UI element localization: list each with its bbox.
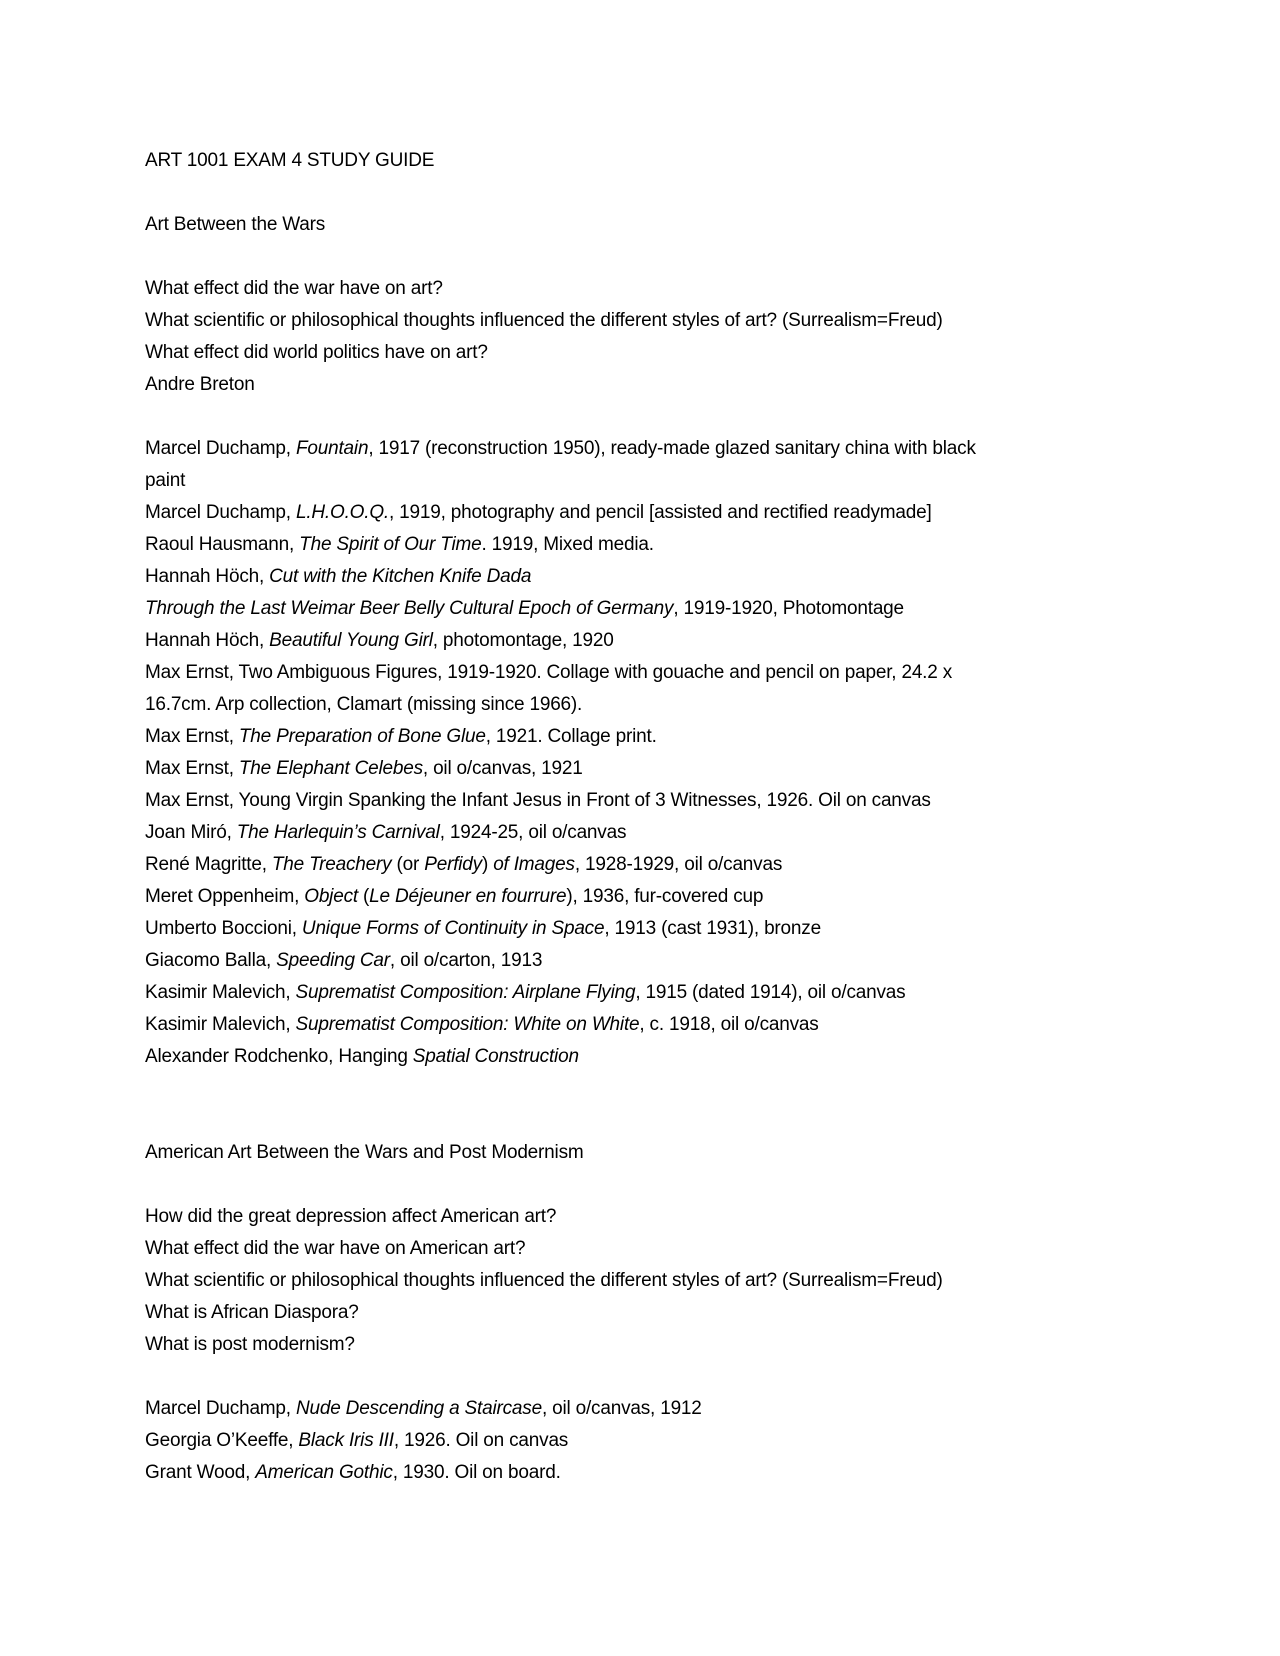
text-run: , 1928-1929, oil o/canvas xyxy=(574,854,783,875)
text-run: Art Between the Wars xyxy=(145,214,326,235)
text-run: ( xyxy=(357,886,370,907)
blank-line xyxy=(145,241,1140,273)
text-line xyxy=(145,561,1140,593)
text-line xyxy=(145,337,1140,369)
text-line xyxy=(145,433,1140,465)
text-run: Kasimir Malevich, xyxy=(145,1014,296,1035)
artwork-title-run: The Elephant Celebes xyxy=(238,758,423,779)
blank-line xyxy=(145,1361,1140,1393)
text-line xyxy=(145,465,1140,497)
text-run: , 1919-1920, Photomontage xyxy=(673,598,904,619)
text-run: What effect did the war have on American art? xyxy=(145,1238,526,1259)
text-run: , 1919, photography and pencil [assisted and rectified readymade] xyxy=(389,502,932,523)
text-line xyxy=(145,817,1140,849)
text-run: . 1919, Mixed media. xyxy=(481,534,654,555)
text-line xyxy=(145,785,1140,817)
text-run: What scientific or philosophical thoughts influenced the different styles of art? (Surrealism=Freud) xyxy=(145,1270,943,1291)
text-run: Max Ernst, xyxy=(145,758,239,779)
text-run: Max Ernst, Two Ambiguous Figures, 1919-1920. Collage with gouache and pencil on paper, 24.2 x xyxy=(145,662,953,683)
text-run: René Magritte, xyxy=(145,854,272,875)
artwork-title-run: L.H.O.O.Q. xyxy=(295,502,389,523)
text-line xyxy=(145,1265,1140,1297)
artwork-title-run: Black Iris III xyxy=(298,1430,394,1451)
blank-line xyxy=(145,1073,1140,1105)
text-run: Max Ernst, xyxy=(145,726,239,747)
text-run: , 1913 (cast 1931), bronze xyxy=(604,918,821,939)
document-text-body[interactable] xyxy=(145,145,1140,1489)
text-run: Raoul Hausmann, xyxy=(145,534,300,555)
text-run: , 1930. Oil on board. xyxy=(392,1462,561,1483)
blank-line xyxy=(145,1169,1140,1201)
text-run: Marcel Duchamp, xyxy=(145,438,296,459)
text-run: (or xyxy=(391,854,425,875)
artwork-title-run: Suprematist Composition: White on White xyxy=(295,1014,640,1035)
text-line xyxy=(145,1425,1140,1457)
text-run: How did the great depression affect American art? xyxy=(145,1206,557,1227)
artwork-title-run: The Spirit of Our Time xyxy=(299,534,482,555)
text-line xyxy=(145,497,1140,529)
artwork-title-run: Cut with the Kitchen Knife Dada xyxy=(269,566,532,587)
text-line xyxy=(145,1457,1140,1489)
text-run: , oil o/canvas, 1912 xyxy=(541,1398,702,1419)
text-line xyxy=(145,1201,1140,1233)
artwork-title-run: Spatial Construction xyxy=(412,1046,579,1067)
artwork-title-run: American Gothic xyxy=(255,1462,393,1483)
text-run: Alexander Rodchenko, Hanging xyxy=(145,1046,413,1067)
text-run: , oil o/carton, 1913 xyxy=(389,950,543,971)
text-line xyxy=(145,753,1140,785)
text-line xyxy=(145,1009,1140,1041)
artwork-title-run: Fountain xyxy=(295,438,369,459)
text-line xyxy=(145,657,1140,689)
text-run: , c. 1918, oil o/canvas xyxy=(639,1014,819,1035)
text-run: American Art Between the Wars and Post Modernism xyxy=(145,1142,584,1163)
text-run: paint xyxy=(145,470,186,491)
text-run: Umberto Boccioni, xyxy=(145,918,302,939)
text-run: ART 1001 EXAM 4 STUDY GUIDE xyxy=(145,150,435,171)
text-run: Grant Wood, xyxy=(145,1462,256,1483)
text-run: Georgia O’Keeffe, xyxy=(145,1430,299,1451)
text-line xyxy=(145,305,1140,337)
text-line xyxy=(145,625,1140,657)
section-heading-american-art xyxy=(145,1137,1140,1169)
artwork-title-run: Beautiful Young Girl xyxy=(269,630,433,651)
blank-line xyxy=(145,401,1140,433)
text-run: ) xyxy=(481,854,494,875)
text-run: , 1917 (reconstruction 1950), ready-made glazed sanitary china with black xyxy=(368,438,976,459)
text-run: Giacomo Balla, xyxy=(145,950,277,971)
text-run: Hannah Höch, xyxy=(145,566,270,587)
artwork-title-run: of Images xyxy=(493,854,575,875)
text-line xyxy=(145,1393,1140,1425)
text-line xyxy=(145,1233,1140,1265)
text-line xyxy=(145,913,1140,945)
doc-title xyxy=(145,145,1140,177)
text-run: Marcel Duchamp, xyxy=(145,502,296,523)
text-run: ), 1936, fur-covered cup xyxy=(566,886,764,907)
text-line xyxy=(145,1329,1140,1361)
text-line xyxy=(145,1041,1140,1073)
text-run: What scientific or philosophical thoughts influenced the different styles of art? (Surrealism=Freud) xyxy=(145,310,943,331)
artwork-title-run: Unique Forms of Continuity in Space xyxy=(301,918,605,939)
text-run: Max Ernst, Young Virgin Spanking the Infant Jesus in Front of 3 Witnesses, 1926. Oil on canvas xyxy=(145,790,931,811)
text-line xyxy=(145,881,1140,913)
text-run: , photomontage, 1920 xyxy=(432,630,614,651)
text-run: Meret Oppenheim, xyxy=(145,886,305,907)
artwork-title-run: The Treachery xyxy=(271,854,392,875)
text-run: Kasimir Malevich, xyxy=(145,982,296,1003)
text-run: , 1915 (dated 1914), oil o/canvas xyxy=(635,982,906,1003)
text-line xyxy=(145,593,1140,625)
text-run: What effect did world politics have on art? xyxy=(145,342,488,363)
text-line xyxy=(145,1297,1140,1329)
text-run: What is African Diaspora? xyxy=(145,1302,359,1323)
text-line xyxy=(145,529,1140,561)
text-line xyxy=(145,977,1140,1009)
section-heading-art-between-the-wars xyxy=(145,209,1140,241)
blank-line xyxy=(145,1105,1140,1137)
text-line xyxy=(145,849,1140,881)
text-line xyxy=(145,273,1140,305)
text-line xyxy=(145,689,1140,721)
text-line xyxy=(145,721,1140,753)
text-run: Marcel Duchamp, xyxy=(145,1398,296,1419)
text-run: Joan Miró, xyxy=(145,822,237,843)
artwork-title-run: Object xyxy=(304,886,358,907)
text-run: , oil o/canvas, 1921 xyxy=(422,758,583,779)
artwork-title-run: The Preparation of Bone Glue xyxy=(238,726,486,747)
artwork-title-run: The Harlequin’s Carnival xyxy=(236,822,440,843)
artwork-title-run: Perfidy xyxy=(424,854,482,875)
artwork-title-run: Speeding Car xyxy=(276,950,390,971)
artwork-title-run: Suprematist Composition: Airplane Flying xyxy=(295,982,636,1003)
text-run: , 1921. Collage print. xyxy=(485,726,657,747)
text-run: Andre Breton xyxy=(145,374,255,395)
artwork-title-run: Le Déjeuner en fourrure xyxy=(369,886,567,907)
text-line xyxy=(145,945,1140,977)
text-run: What is post modernism? xyxy=(145,1334,355,1355)
text-run: , 1926. Oil on canvas xyxy=(393,1430,569,1451)
text-run: What effect did the war have on art? xyxy=(145,278,443,299)
artwork-title-run: Through the Last Weimar Beer Belly Cultural Epoch of Germany xyxy=(145,598,674,619)
text-run: Hannah Höch, xyxy=(145,630,270,651)
artwork-title-run: Nude Descending a Staircase xyxy=(295,1398,542,1419)
text-run: , 1924-25, oil o/canvas xyxy=(439,822,627,843)
text-run: 16.7cm. Arp collection, Clamart (missing since 1966). xyxy=(145,694,583,715)
blank-line xyxy=(145,177,1140,209)
text-line xyxy=(145,369,1140,401)
